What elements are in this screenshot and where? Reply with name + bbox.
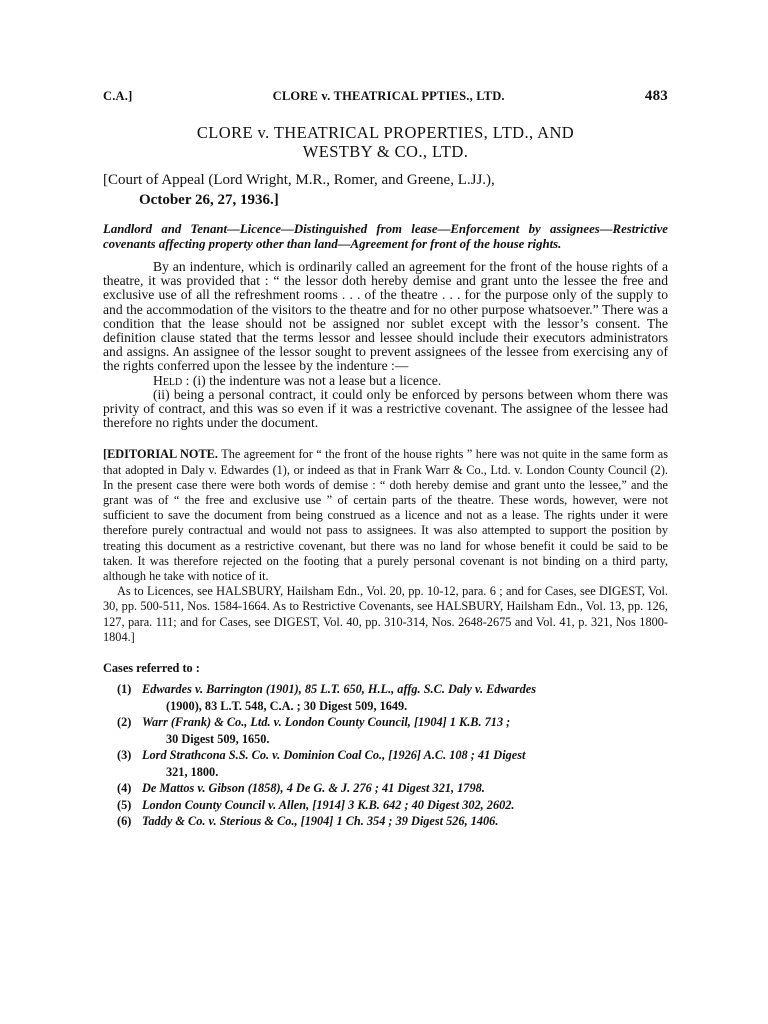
case-citation-line-2: (1900), 83 L.T. 548, C.A. ; 30 Digest 509, 1649.	[166, 698, 408, 713]
law-report-page	[103, 88, 668, 830]
editorial-paragraph	[103, 447, 668, 584]
held-text-1: : (i) the indenture was not a lease but a licence.	[185, 372, 442, 388]
case-citation-line-2: 30 Digest 509, 1650.	[166, 731, 270, 746]
case-number: (2)	[117, 715, 132, 730]
case-item	[103, 747, 668, 780]
case-item	[103, 681, 668, 714]
held-paragraph-1	[103, 374, 668, 388]
case-citation-line-1: Edwardes v. Barrington (1901), 85 L.T. 650, H.L., affg. S.C. Daly v. Edwardes	[142, 682, 536, 697]
court-abbrev: C.A.]	[103, 89, 133, 103]
hearing-date: October 26, 27, 1936.]	[139, 192, 279, 208]
held-paragraph-2: (ii) being a personal contract, it could only be enforced by persons between whom there was privity of contract, and this was so even if it was a restrictive covenant. The assignee of the lessee had therefore no rights under the document.	[103, 386, 668, 431]
held-label: Held	[153, 372, 183, 388]
case-citation-line-1: London County Council v. Allen, [1914] 3 K.B. 642 ; 40 Digest 302, 2602.	[142, 797, 515, 812]
case-title	[103, 123, 668, 161]
case-citation-line-2: 321, 1800.	[166, 764, 219, 779]
case-item	[103, 797, 668, 814]
case-number: (1)	[117, 682, 132, 697]
case-item	[103, 714, 668, 747]
editorial-references: As to Licences, see HALSBURY, Hailsham Edn., Vol. 20, pp. 10-12, para. 6 ; and for Cases, see DIGEST, Vol. 30, pp. 500-511, Nos. 1584-1664. As to Restrictive Covenants, see HALSBURY, Hailsham Edn., Vol. 13, pp. 126, 127, para. 111; and for Cases, see DIGEST, Vol. 40, pp. 310-314, Nos. 2648-2675 and Vol. 41, p. 321, Nos 1800-1804.]	[103, 584, 668, 644]
court-bench: [Court of Appeal (Lord Wright, M.R., Romer, and Greene, L.JJ.),	[103, 172, 495, 188]
editorial-label: [EDITORIAL NOTE.	[103, 447, 218, 462]
editorial-note	[103, 447, 668, 645]
headnote-body	[103, 260, 668, 430]
case-item	[103, 780, 668, 797]
case-number: (5)	[117, 797, 132, 812]
case-number: (3)	[117, 748, 132, 763]
cases-heading: Cases referred to :	[103, 661, 200, 676]
facts-paragraph: By an indenture, which is ordinarily called an agreement for the front of the house rights of a theatre, it was provided that : “ the lessor doth hereby demise and grant unto the lessee the free and exclusive use of all the refreshment rooms . . . of the theatre . . . for the purpose only of the supply to and the accommodation of the visitors to the theatre and for no other purpose whatsoever.” There was a condition that the lease should not be assigned nor sublet except with the lessor’s consent. The definition clause stated that the terms lessor and lessee should include their executors administrators and assigns. An assignee of the lessor sought to prevent assignees of the lessee from exercising any of the rights conferred upon the lessee by the indenture :—	[103, 259, 668, 374]
running-header	[103, 88, 668, 105]
page-number: 483	[644, 88, 668, 104]
case-citation-line-1: De Mattos v. Gibson (1858), 4 De G. & J. 276 ; 41 Digest 321, 1798.	[142, 781, 485, 796]
case-item	[103, 813, 668, 830]
catchwords: Landlord and Tenant—Licence—Distinguished from lease—Enforcement by assignees—Restrictive covenants affecting property other than land—Agreement for front of the house rights.	[103, 222, 668, 251]
court-line	[103, 170, 668, 210]
editorial-text: The agreement for “ the front of the house rights ” here was not quite in the same form as that adopted in Daly v. Edwardes (1), or indeed as that in Frank Warr & Co., Ltd. v. London County Council (2). In the present case there were both words of demise : “ doth hereby demise and grant unto the lessee,” and the grant was of “ the free and exclusive use ” of certain parts of the theatre. These words, however, were not sufficient to save the document from being construed as a licence and not as a lease. The rights under it were therefore purely contractual and would not pass to assignees. It was also attempted to support the position by treating this document as a restrictive covenant, but there was no land for whose benefit it could be said to be taken. It was therefore rejected on the footing that a purely personal covenant is not binding on a third party, although he take with notice of it.	[103, 447, 669, 584]
cases-list	[103, 681, 668, 830]
case-title-line-2: WESTBY & CO., LTD.	[302, 142, 469, 161]
case-citation-line-1: Lord Strathcona S.S. Co. v. Dominion Coal Co., [1926] A.C. 108 ; 41 Digest	[142, 748, 526, 763]
running-title: CLORE v. THEATRICAL PPTIES., LTD.	[272, 89, 505, 103]
case-number: (6)	[117, 814, 132, 829]
case-number: (4)	[117, 781, 132, 796]
case-citation-line-1: Warr (Frank) & Co., Ltd. v. London County Council, [1904] 1 K.B. 713 ;	[142, 715, 511, 730]
case-citation-line-1: Taddy & Co. v. Sterious & Co., [1904] 1 Ch. 354 ; 39 Digest 526, 1406.	[142, 814, 499, 829]
case-title-line-1: CLORE v. THEATRICAL PROPERTIES, LTD., AND	[196, 123, 575, 142]
